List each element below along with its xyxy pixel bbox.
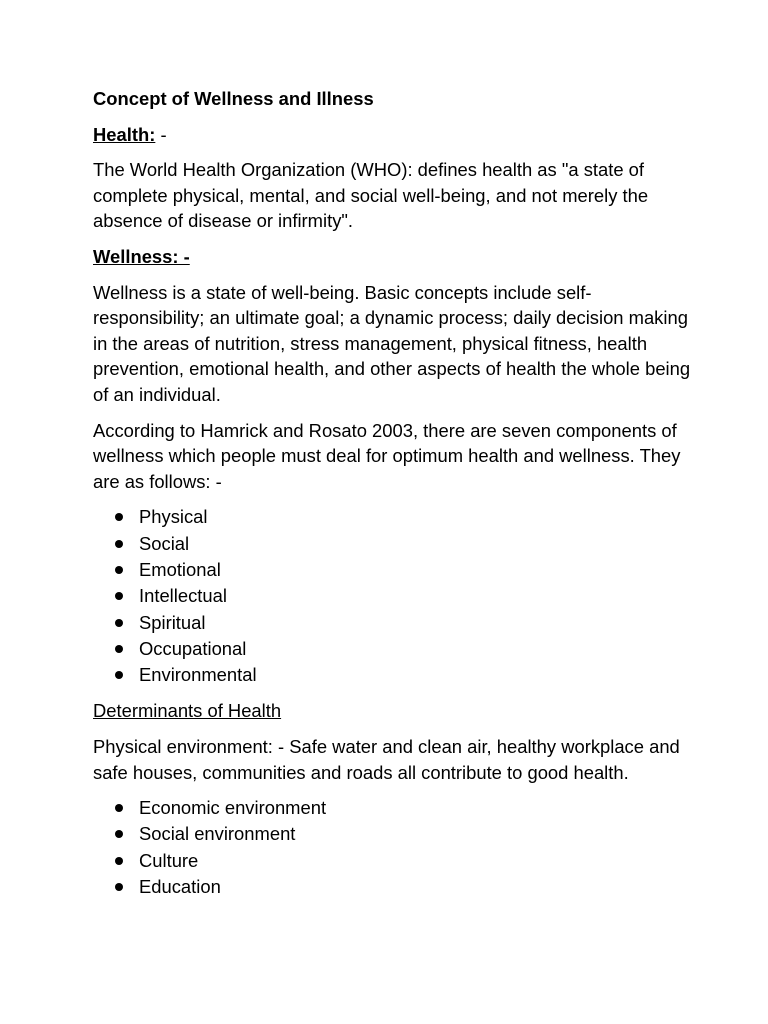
bullet-icon [115, 883, 123, 891]
list-item: Intellectual [93, 583, 693, 609]
bullet-icon [115, 804, 123, 812]
health-heading: Health: [93, 123, 156, 145]
list-item: Spiritual [93, 610, 693, 636]
bullet-icon [115, 592, 123, 600]
bullet-icon [115, 566, 123, 574]
bullet-icon [115, 857, 123, 865]
list-item: Occupational [93, 636, 693, 662]
bullet-icon [115, 830, 123, 838]
list-item: Physical [93, 504, 693, 530]
health-definition: The World Health Organization (WHO): defines health as "a state of complete physical, mental, and social well-being, and not merely the absence of disease or infirmity". [93, 159, 649, 232]
wellness-components-list [93, 504, 693, 688]
physical-environment-paragraph: Physical environment: - Safe water and clean air, healthy workplace and safe houses, communities and roads all contribute to good health. [93, 735, 680, 783]
wellness-definition: Wellness is a state of well-being. Basic concepts include self-responsibility; an ultimate goal; a dynamic process; daily decision making in the areas of nutrition, stress management, physical fitness, health prevention, emotional health, and other aspects of health the whole being of an individual. [93, 281, 691, 405]
list-item: Emotional [93, 557, 693, 583]
determinants-list [93, 795, 693, 900]
health-heading-line [93, 122, 693, 148]
bullet-icon [115, 540, 123, 548]
wellness-heading-line [93, 244, 693, 270]
list-item: Economic environment [93, 795, 693, 821]
list-item: Social [93, 531, 693, 557]
wellness-heading: Wellness: - [93, 245, 190, 267]
bullet-icon [115, 513, 123, 521]
list-item: Environmental [93, 662, 693, 688]
health-heading-suffix: - [155, 123, 167, 145]
list-item: Culture [93, 848, 693, 874]
bullet-icon [115, 645, 123, 653]
list-item: Education [93, 874, 693, 900]
determinants-heading-line [93, 698, 693, 724]
list-item: Social environment [93, 821, 693, 847]
document-page [93, 86, 693, 910]
wellness-components-intro: According to Hamrick and Rosato 2003, there are seven components of wellness which people must deal for optimum health and wellness. They are as follows: - [93, 419, 681, 492]
bullet-icon [115, 671, 123, 679]
bullet-icon [115, 619, 123, 627]
determinants-heading: Determinants of Health [93, 700, 282, 722]
document-title: Concept of Wellness and Illness [93, 88, 374, 109]
